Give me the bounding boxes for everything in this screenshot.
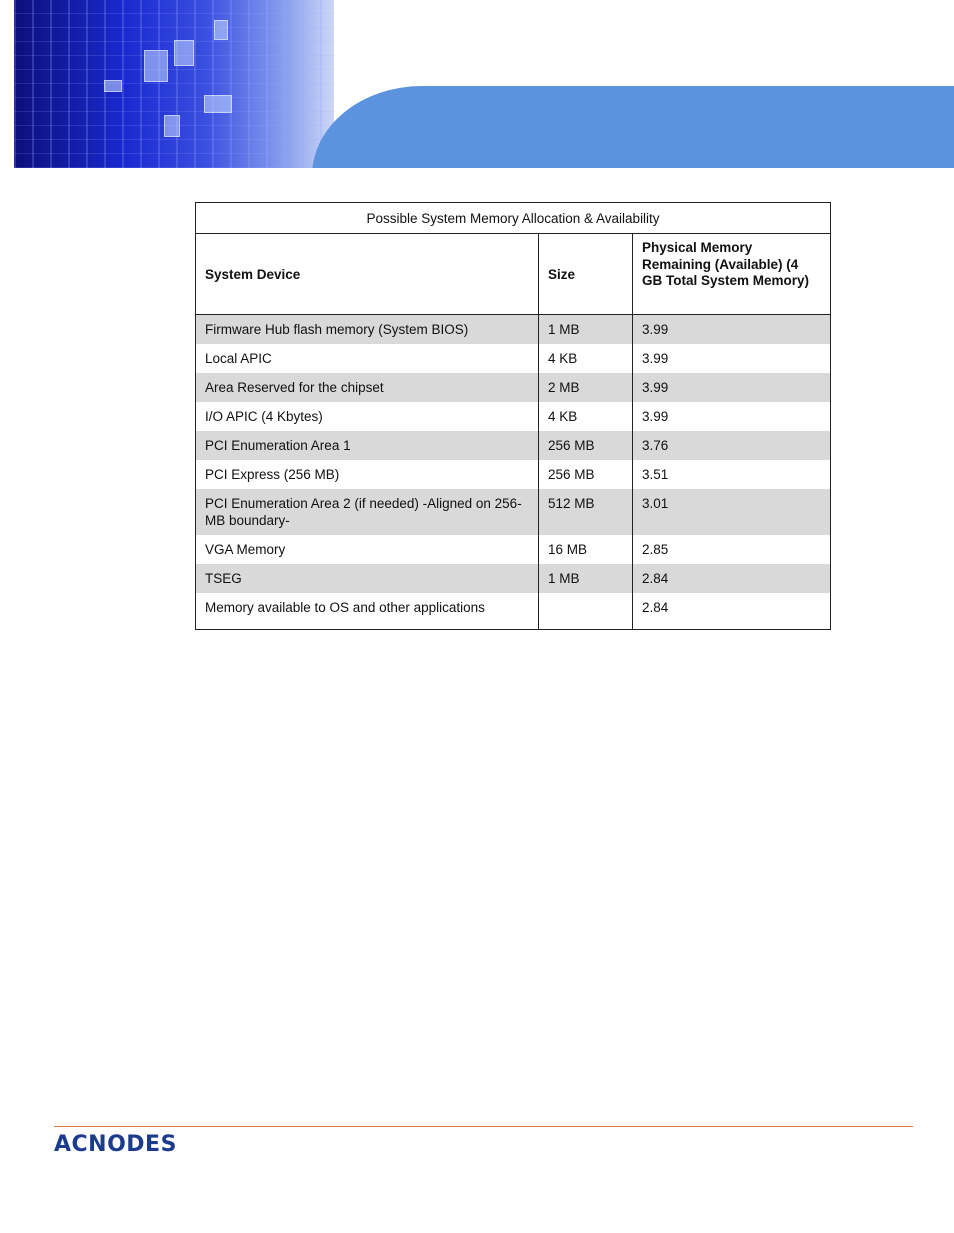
cell-size: 256 MB bbox=[539, 460, 633, 489]
cell-size: 2 MB bbox=[539, 373, 633, 402]
table-row bbox=[196, 593, 831, 630]
table-title-row bbox=[196, 203, 831, 234]
table-row bbox=[196, 489, 831, 535]
cell-device: PCI Enumeration Area 1 bbox=[196, 431, 539, 460]
cell-size: 4 KB bbox=[539, 402, 633, 431]
cell-device: Firmware Hub flash memory (System BIOS) bbox=[196, 315, 539, 345]
table-row bbox=[196, 315, 831, 345]
header-system-device: System Device bbox=[196, 234, 539, 315]
table-row bbox=[196, 402, 831, 431]
cell-size: 4 KB bbox=[539, 344, 633, 373]
header-curve-shape bbox=[312, 86, 954, 168]
cell-available: 2.85 bbox=[633, 535, 831, 564]
cell-device: VGA Memory bbox=[196, 535, 539, 564]
cell-available: 3.99 bbox=[633, 373, 831, 402]
circuit-board-image bbox=[14, 0, 334, 168]
cell-available: 3.76 bbox=[633, 431, 831, 460]
footer-divider bbox=[54, 1126, 913, 1127]
cell-device: Memory available to OS and other applications bbox=[196, 593, 539, 630]
table-header-row bbox=[196, 234, 831, 315]
cell-available: 3.51 bbox=[633, 460, 831, 489]
header-size: Size bbox=[539, 234, 633, 315]
table-row bbox=[196, 373, 831, 402]
memory-allocation-table bbox=[195, 202, 831, 630]
cell-available: 3.99 bbox=[633, 402, 831, 431]
cell-device: I/O APIC (4 Kbytes) bbox=[196, 402, 539, 431]
cell-size: 256 MB bbox=[539, 431, 633, 460]
header-banner bbox=[14, 0, 954, 168]
cell-size: 512 MB bbox=[539, 489, 633, 535]
table-row bbox=[196, 431, 831, 460]
cell-available: 2.84 bbox=[633, 564, 831, 593]
cell-device: PCI Enumeration Area 2 (if needed) -Aligned on 256-MB boundary- bbox=[196, 489, 539, 535]
cell-device: TSEG bbox=[196, 564, 539, 593]
table-row bbox=[196, 344, 831, 373]
cell-available: 3.99 bbox=[633, 315, 831, 345]
cell-available: 3.99 bbox=[633, 344, 831, 373]
cell-size: 1 MB bbox=[539, 315, 633, 345]
cell-device: PCI Express (256 MB) bbox=[196, 460, 539, 489]
header-available-memory: Physical Memory Remaining (Available) (4 GB Total System Memory) bbox=[633, 234, 831, 315]
cell-device: Local APIC bbox=[196, 344, 539, 373]
cell-available: 2.84 bbox=[633, 593, 831, 630]
cell-device: Area Reserved for the chipset bbox=[196, 373, 539, 402]
table-row bbox=[196, 564, 831, 593]
table-title: Possible System Memory Allocation & Availability bbox=[196, 203, 831, 234]
table-row bbox=[196, 460, 831, 489]
cell-available: 3.01 bbox=[633, 489, 831, 535]
cell-size: 1 MB bbox=[539, 564, 633, 593]
cell-size bbox=[539, 593, 633, 630]
cell-size: 16 MB bbox=[539, 535, 633, 564]
table-row bbox=[196, 535, 831, 564]
acnodes-logo: ACNODES bbox=[54, 1132, 177, 1157]
